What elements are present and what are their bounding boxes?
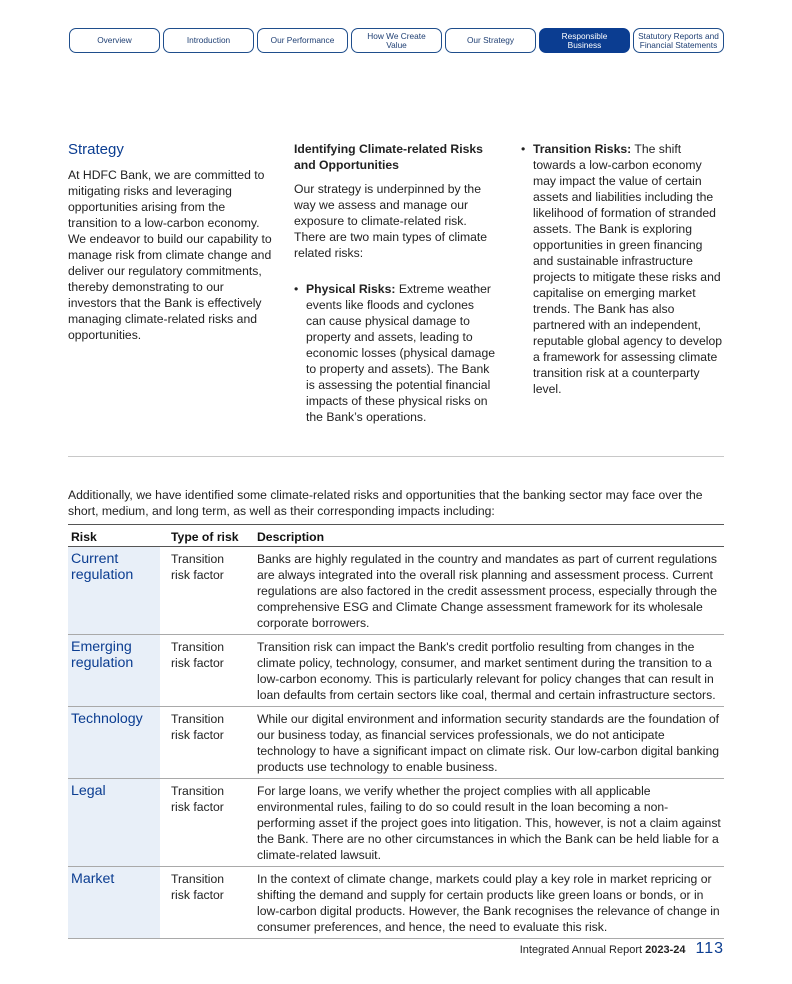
risk-type: Transition risk factor	[160, 635, 248, 707]
header-type: Type of risk	[160, 525, 248, 547]
table-row	[68, 779, 724, 867]
strategy-column	[68, 141, 273, 343]
risk-name: Emerging regulation	[68, 635, 160, 707]
tab-overview[interactable]: Overview	[69, 28, 160, 53]
top-navigation	[69, 28, 724, 53]
strategy-body: At HDFC Bank, we are committed to mitigating risks and leveraging opportunities arising from the transition to a low-carbon economy. We endeavor to build our capability to manage risk from climate change and deliver our regulatory commitments, thereby demonstrating to our investors that the Bank is effectively managing climate-related risks and opportunities.	[68, 168, 272, 342]
risk-type: Transition risk factor	[160, 779, 248, 867]
risk-name: Legal	[68, 779, 160, 867]
risk-type: Transition risk factor	[160, 867, 248, 939]
risk-type: Transition risk factor	[160, 707, 248, 779]
identifying-heading: Identifying Climate-related Risks and Opportunities	[294, 142, 483, 172]
section-divider	[68, 456, 724, 457]
risk-description: For large loans, we verify whether the project complies with all applicable environmental rules, failing to do so could result in the loan becoming a non-performing asset if the project goes into litigation. This, however, is not a claim against the Bank. There are no other circumstances in which the Bank can be held liable for a climate-related lawsuit.	[248, 779, 724, 867]
identifying-body: Our strategy is underpinned by the way we assess and manage our exposure to climate-related risk. There are two main types of climate related risks:	[294, 182, 488, 260]
header-risk: Risk	[68, 525, 160, 547]
tab-responsible-business[interactable]: Responsible Business	[539, 28, 630, 53]
tab-how-we-create-value[interactable]: How We Create Value	[351, 28, 442, 53]
report-year: 2023-24	[645, 944, 686, 956]
table-row	[68, 635, 724, 707]
risk-description: Transition risk can impact the Bank's credit portfolio resulting from changes in the climate policy, technology, consumer, and market sentiment during the transition to a low-carbon economy. This is particularly relevant for policy changes that can result in loan defaults from certain sectors like coal, thermal and certain infrastructure sectors.	[248, 635, 724, 707]
tab-our-strategy[interactable]: Our Strategy	[445, 28, 536, 53]
report-name: Integrated Annual Report 2023-24	[519, 944, 686, 956]
tab-our-performance[interactable]: Our Performance	[257, 28, 348, 53]
table-row	[68, 547, 724, 635]
transition-risks-bullet	[521, 141, 725, 397]
risk-name: Current regulation	[68, 547, 160, 635]
table-intro: Additionally, we have identified some climate-related risks and opportunities that the banking sector may face over the short, medium, and long term, as well as their corresponding impacts including:	[68, 488, 703, 518]
identifying-column	[294, 141, 496, 425]
risk-name: Market	[68, 867, 160, 939]
transition-risks-label: Transition Risks:	[533, 142, 632, 156]
table-row	[68, 707, 724, 779]
section-title: Strategy	[68, 141, 124, 158]
physical-risks-text: Extreme weather events like floods and cyclones can cause physical damage to property and assets, leading to economic losses (physical damage to property and assets). The Bank is assessing the potential financial impacts of these physical risks on the Bank’s operations.	[306, 282, 495, 424]
transition-risks-text: The shift towards a low-carbon economy may impact the value of certain assets and liabilities including the likelihood of formation of stranded assets. The Bank is exploring opportunities in green financing and sustainable infrastructure projects to mitigate these risks and capitalise on emerging market trends. The Bank has also partnered with an independent, reputable global agency to develop a framework for assessing climate transition risk at a counterparty level.	[533, 142, 723, 396]
physical-risks-label: Physical Risks:	[306, 282, 396, 296]
header-description: Description	[248, 525, 724, 547]
risk-description: Banks are highly regulated in the country and mandates as part of current regulations are always integrated into the overall risk planning and assessment process. Current regulations are also factored in the credit assessment process, especially through the comprehensive ESG and Climate Change assessment framework for its wholesale corporate borrowers.	[248, 547, 724, 635]
physical-risks-bullet	[294, 281, 496, 425]
table-row	[68, 867, 724, 939]
risk-type: Transition risk factor	[160, 547, 248, 635]
table-header-row	[68, 525, 724, 547]
risk-description: In the context of climate change, markets could play a key role in market repricing or shifting the demand and supply for certain products like green loans or bonds, or in low-carbon digital products. However, the Bank recognises the relevance of change in consumer preferences, and hence, the need to evaluate this risk.	[248, 867, 724, 939]
climate-risk-table	[68, 524, 724, 939]
tab-introduction[interactable]: Introduction	[163, 28, 254, 53]
transition-column	[521, 141, 725, 397]
page-number: 113	[695, 940, 724, 957]
risk-name: Technology	[68, 707, 160, 779]
page-footer	[520, 940, 724, 958]
risk-description: While our digital environment and information security standards are the foundation of our business today, as financial services professionals, we do not anticipate technology to have a significant impact on climate risk. Our low-carbon digital banking products use technology to enable business.	[248, 707, 724, 779]
tab-statutory-reports[interactable]: Statutory Reports and Financial Statements	[633, 28, 724, 53]
